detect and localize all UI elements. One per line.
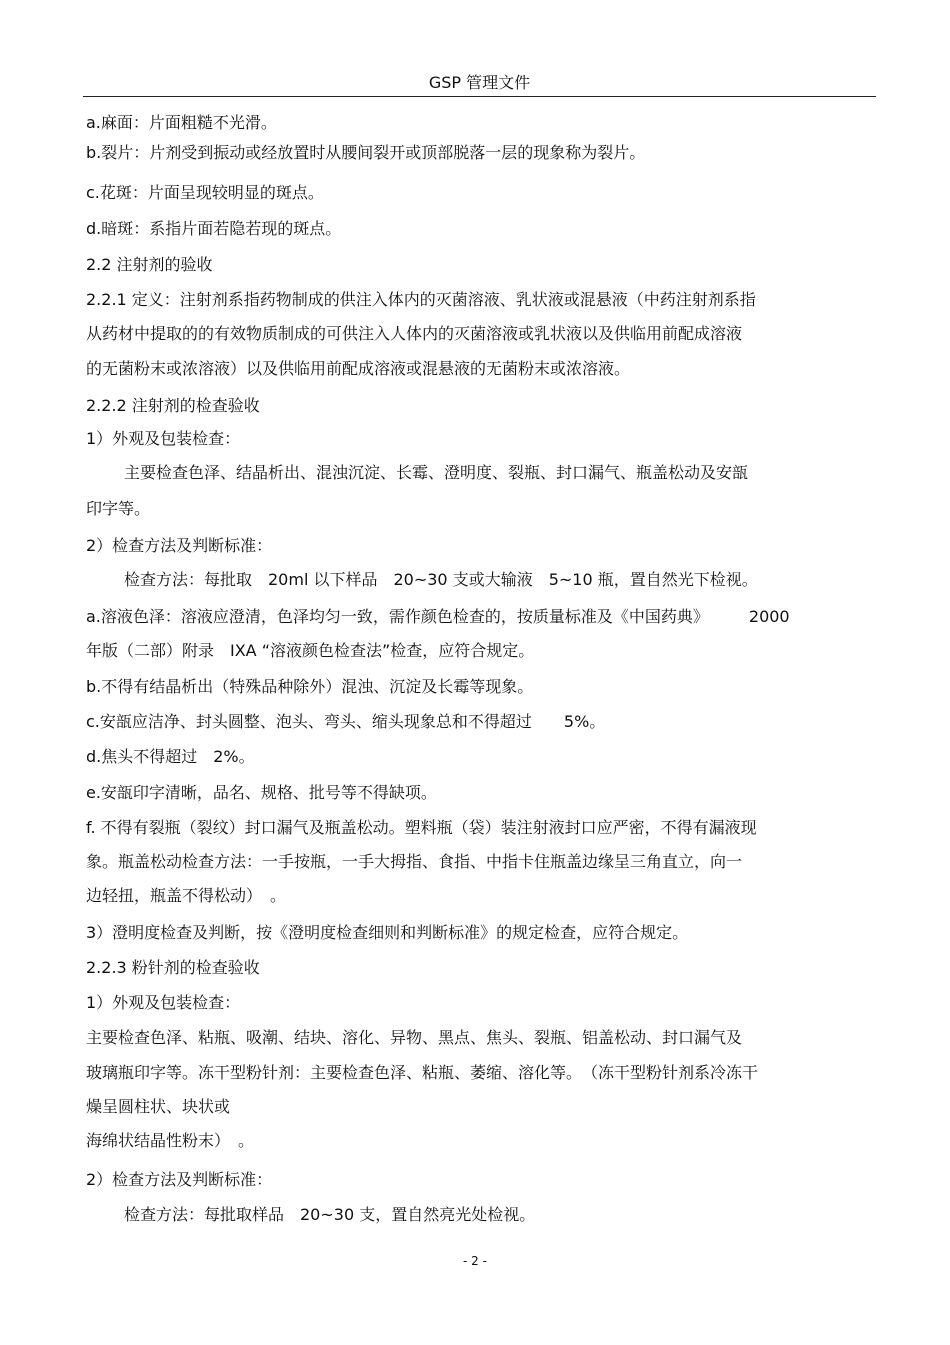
criterion-f-line-3: 边轻扭，瓶盖不得松动） 。 [86,886,287,905]
defect-item-mottling: c.花斑：片面呈现较明显的斑点。 [86,183,324,202]
powder-method-heading: 2）检查方法及判断标准： [86,1170,273,1189]
powder-appearance-line-2: 玻璃瓶印字等。冻干型粉针剂：主要检查色泽、粘瓶、萎缩、溶化等。 （冻干型粉针剂系冷冻干 [86,1063,759,1082]
method-heading-2: 2）检查方法及判断标准： [86,536,273,555]
defect-item-dark-spots: d.暗斑：系指片面若隐若现的斑点。 [86,219,342,238]
criterion-c: c.安瓿应洁净、封头圆整、泡头、弯头、缩头现象总和不得超过 5%。 [86,712,606,731]
criterion-f-line-1: f. 不得有裂瓶（裂纹）封口漏气及瓶盖松动。塑料瓶（袋）装注射液封口应严密，不得有漏液现 [86,818,757,837]
criterion-d: d.焦头不得超过 2%。 [86,747,255,766]
appearance-heading-1: 1）外观及包装检查： [86,429,241,448]
criterion-a-line-2: 年版（二部）附录 IXA “溶液颜色检查法”检查，应符合规定。 [86,641,535,660]
definition-line-3: 的无菌粉末或浓溶液）以及供临用前配成溶液或混悬液的无菌粉末或浓溶液。 [86,359,631,378]
defect-item-splitting: b.裂片：片剂受到振动或经放置时从腰间裂开或顶部脱落一层的现象称为裂片。 [86,143,646,162]
section-heading-2-2-3: 2.2.3 粉针剂的检查验收 [86,958,260,977]
method-detail-line: 检查方法：每批取 20ml 以下样品 20~30 支或大输液 5~10 瓶，置自然光下检视。 [124,570,758,589]
powder-appearance-heading: 1）外观及包装检查： [86,993,241,1012]
criterion-b: b.不得有结晶析出（特殊品种除外）混浊、沉淀及长霉等现象。 [86,677,534,696]
section-heading-2-2-2: 2.2.2 注射剂的检查验收 [86,396,260,415]
powder-appearance-line-4: 海绵状结晶性粉末） 。 [86,1131,255,1150]
powder-method-detail: 检查方法：每批取样品 20~30 支，置自然亮光处检视。 [124,1205,536,1224]
criterion-a-line-1: a.溶液色泽：溶液应澄清，色泽均匀一致，需作颜色检查的，按质量标准及《中国药典》 2000 [86,607,790,626]
powder-appearance-line-3: 燥呈圆柱状、块状或 [86,1097,231,1116]
defect-item-pitting: a.麻面：片面粗糙不光滑。 [86,113,277,132]
definition-line-1: 2.2.1 定义：注射剂系指药物制成的供注入体内的灭菌溶液、乳状液或混悬液（中药注射剂系指 [86,290,756,309]
page-header-title: GSP 管理文件 [83,70,876,97]
criterion-e: e.安瓿印字清晰，品名、规格、批号等不得缺项。 [86,783,437,802]
appearance-detail-line-2: 印字等。 [86,499,151,518]
powder-appearance-line-1: 主要检查色泽、粘瓶、吸潮、结块、溶化、异物、黑点、焦头、裂瓶、铝盖松动、封口漏气及 [86,1028,743,1047]
clarity-check-line: 3）澄明度检查及判断，按《澄明度检查细则和判断标准》的规定检查，应符合规定。 [86,923,689,942]
appearance-detail-line-1: 主要检查色泽、结晶析出、混浊沉淀、长霉、澄明度、裂瓶、封口漏气、瓶盖松动及安瓿 [124,463,749,482]
section-heading-2-2: 2.2 注射剂的验收 [86,255,213,274]
criterion-f-line-2: 象。瓶盖松动检查方法：一手按瓶，一手大拇指、食指、中指卡住瓶盖边缘呈三角直立，向一 [86,852,743,871]
page-number: - 2 - [463,1254,487,1268]
definition-line-2: 从药材中提取的的有效物质制成的可供注入人体内的灭菌溶液或乳状液以及供临用前配成溶液 [86,324,743,343]
